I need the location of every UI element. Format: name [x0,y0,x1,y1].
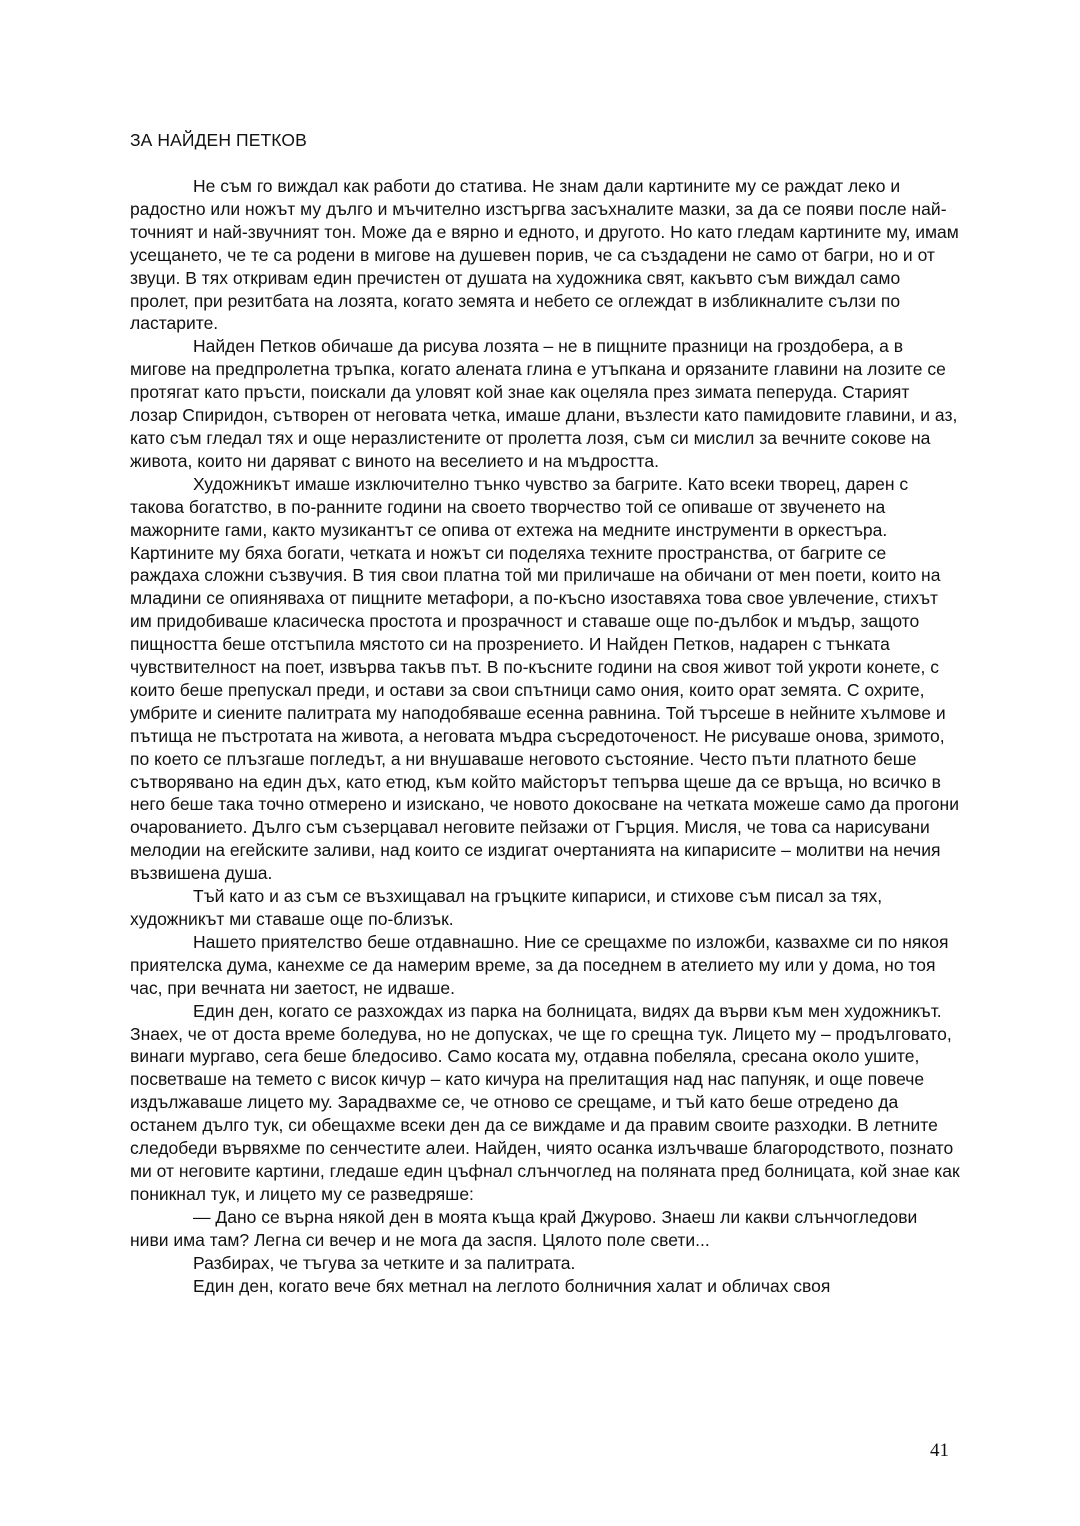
paragraph: Един ден, когато се разхождах из парка на болницата, видях да върви към мен художникът. Знаех, че от доста време боледува, но не допусках, че ще го срещна тук. Лицето му – продълговато, винаги мургаво, сега беше бледосиво. Само косата му, отдавна побеляла, сресана около ушите, посветваше на темето с висок кичур – като кичура на прелитащия над нас папуняк, и още повече издължаваше лицето му. Зарадвахме се, че отново се срещаме, и тъй като беше отредено да останем дълго тук, си обещахме всеки ден да се виждаме и да правим своите разходки. В летните следобеди вървяхме по сенчестите алеи. Найден, чиято осанка излъчваше благородството, познато ми от неговите картини, гледаше един цъфнал слънчоглед на поляната пред болницата, кой знае как поникнал тук, и лицето му се разведряше: [130,1000,960,1204]
paragraph: Не съм го виждал как работи до статива. Не знам дали картините му се раждат леко и радостно или ножът му дълго и мъчително изстъргва засъхналите мазки, за да се появи после най-точният и най-звучният тон. Може да е вярно и едното, и другото. Но като гледам картините му, имам усещането, че те са родени в мигове на душевен порив, че са създадени не само от багри, но и от звуци. В тях откривам един пречистен от душата на художника свят, какъвто съм виждал само пролет, при резитбата на лозята, когато земята и небето се оглеждат в избликналите сълзи по ластарите. [130,176,959,334]
paragraph: Разбирах, че тъгува за четките и за палитрата. [193,1252,576,1273]
paragraph: Художникът имаше изключително тънко чувство за багрите. Като всеки творец, дарен с такова богатство, в по-ранните години на своето творчество той се опиваше от звученето на мажорните гами, както музикантът се опива от ехтежа на медните инструменти в оркестъра. Картините му бяха богати, четката и ножът си поделяха техните пространства, от багрите се раждаха сложни съзвучия. В тия свои платна той ми приличаше на обичани от мен поети, които на младини се опияняваха от пищните метафори, а по-късно изоставяха това свое увлечение, стихът им придобиваше класическа простота и прозрачност и ставаше още по-дълбок и мъдър, защото пищността беше отстъпила мястото си на прозрението. И Найден Петков, надарен с тънката чувствителност на поет, извърва такъв път. В по-късните години на своя живот той укроти конете, с които беше препускал преди, и остави за свои спътници само ония, които орат земята. С охрите, умбрите и сиените палитрата му наподобяваше есенна равнина. Той търсеше в нейните хълмове и пътища не пъстротата на живота, а неговата мъдра съсредоточеност. Не рисуваше онова, зримото, по което се плъзгаше погледът, а ни внушаваше неговото състояние. Често пъти платното беше сътворявано на един дъх, като етюд, към който майсторът тепърва щеше да се връща, но всичко в него беше така точно отмерено и изискано, че новото докосване на четката можеше само да прогони очарованието. Дълго съм съзерцавал неговите пейзажи от Гърция. Мисля, че това са нарисувани мелодии на егейските заливи, над които се издигат очертанията на кипарисите – молитви на нечия възвишена душа. [130,473,959,884]
page-number: 41 [930,1440,949,1461]
dialogue-paragraph: — Дано се върна някой ден в моята къща край Джурово. Знаеш ли какви слънчогледови ниви има там? Легна си вечер и не мога да заспя. Цялото поле свети... [130,1206,918,1250]
body-text [130,175,960,1297]
chapter-title: ЗА НАЙДЕН ПЕТКОВ [130,130,307,150]
paragraph: Найден Петков обичаше да рисува лозята – не в пищните празници на гроздобера, а в мигове на предпролетна тръпка, когато алената глина е утъпкана и орязаните главини на лозите се протягат като пръсти, поискали да уловят кой знае как оцеляла през зимата пеперуда. Старият лозар Спиридон, сътворен от неговата четка, имаше длани, възлести като памидовите главини, и аз, като съм гледал тях и още неразлистените от пролетта лозя, съм си мислил за вечните сокове на живота, които ни даряват с виното на веселието и на мъдростта. [130,336,958,471]
paragraph: Тъй като и аз съм се възхищавал на гръцките кипариси, и стихове съм писал за тях, художникът ми ставаше още по-близък. [130,886,883,929]
paragraph: Един ден, когато вече бях метнал на леглото болничния халат и обличах своя [193,1275,831,1296]
paragraph: Нашето приятелство беше отдавнашно. Ние се срещахме по изложби, казвахме си по някоя приятелска дума, канехме се да намерим време, за да поседнем в ателието му или у дома, но тоя час, при вечната ни заетост, не идваше. [130,931,949,998]
